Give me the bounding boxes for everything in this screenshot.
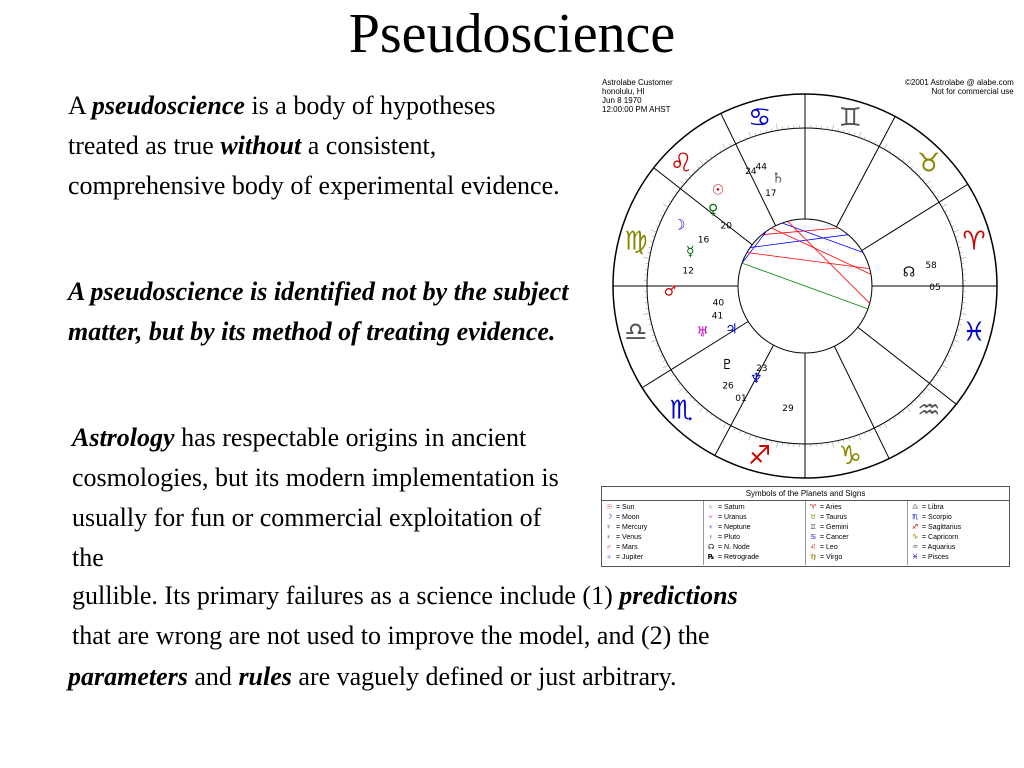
legend-symbol-icon: ☉ (606, 504, 613, 511)
degree-tick (879, 426, 880, 429)
degree-tick (893, 153, 895, 155)
legend-item (708, 533, 805, 543)
degree-tick (672, 196, 674, 198)
legend-symbol-icon: ♑ (912, 534, 919, 541)
legend-item (708, 513, 805, 523)
degree-tick (720, 420, 722, 423)
degree-tick (734, 428, 735, 431)
degree-tick (955, 335, 958, 336)
degree-tick (650, 242, 653, 243)
degree-tick (663, 365, 668, 368)
zodiac-sign-icon: ♊ (838, 102, 862, 133)
degree-tick (854, 133, 855, 136)
degree-tick (936, 196, 938, 198)
degree-tick (679, 181, 684, 185)
degree-tick (656, 226, 659, 227)
degree-tick (649, 247, 652, 248)
p1-text-3: a consistent, comprehensive body of experimental evidence. (68, 131, 560, 200)
legend-label: = Aquarius (922, 544, 956, 551)
degree-tick (663, 210, 666, 211)
degree-tick (953, 340, 959, 342)
legend-label: = Moon (616, 514, 640, 521)
planet-icon: ♆ (749, 370, 763, 387)
degree-label: 05 (929, 283, 941, 293)
degree-label: 26 (722, 381, 734, 392)
legend-item (912, 523, 1009, 533)
degree-tick (755, 133, 756, 136)
degree-tick (942, 204, 947, 207)
degree-tick (650, 330, 653, 331)
chart-header-line: ©2001 Astrolabe @ alabe.com (905, 78, 1014, 87)
legend-label: = Uranus (718, 514, 747, 521)
degree-tick (832, 442, 833, 448)
degree-tick (772, 441, 773, 444)
aspect-line (742, 231, 767, 263)
legend-item (606, 553, 703, 563)
degree-tick (668, 201, 671, 203)
degree-tick (700, 407, 704, 412)
legend-item (810, 523, 907, 533)
p3-text-4: and (187, 662, 239, 691)
aspect-line (788, 221, 870, 303)
zodiac-sign-icon: ♒ (917, 395, 941, 426)
degree-tick (907, 407, 911, 412)
legend-label: = Mars (616, 544, 638, 551)
degree-tick (869, 139, 870, 142)
planet-icon: ☊ (902, 264, 916, 281)
degree-tick (859, 434, 861, 440)
degree-tick (961, 313, 967, 314)
degree-tick (926, 181, 931, 185)
legend-item (606, 513, 703, 523)
degree-tick (652, 236, 655, 237)
legend-symbol-icon: ♒ (912, 544, 919, 551)
chart-header-line: 12:00:00 PM AHST (602, 105, 671, 114)
p1-text-1: A (68, 91, 92, 120)
degree-tick (715, 417, 717, 419)
degree-label: 01 (735, 393, 747, 404)
degree-tick (902, 159, 904, 161)
degree-tick (955, 236, 958, 237)
degree-tick (933, 191, 935, 193)
aspect-line (750, 235, 848, 248)
degree-tick (710, 156, 712, 158)
legend-symbol-icon: ♌ (810, 544, 817, 551)
degree-tick (679, 388, 684, 392)
degree-tick (902, 411, 904, 413)
house-cusp-line (862, 184, 968, 250)
legend-symbol-icon: ℞ (708, 554, 715, 561)
p3-text-5: are vaguely defined or just arbitrary. (291, 662, 677, 691)
legend-label: = Venus (616, 534, 642, 541)
chart-header-line: Jun 8 1970 (602, 96, 642, 105)
legend-symbol-icon: ☽ (606, 514, 613, 521)
degree-tick (889, 149, 891, 152)
legend-symbol-icon: ♃ (606, 554, 612, 561)
zodiac-sign-icon: ♉ (917, 148, 941, 179)
degree-tick (685, 178, 687, 180)
predictions-term: predictions (619, 581, 738, 610)
degree-tick (749, 434, 751, 440)
legend-column (602, 501, 704, 565)
p3-text-2: gullible. Its primary failures as a science include (1) (72, 581, 620, 610)
degree-tick (898, 414, 900, 416)
legend-label: = Leo (820, 544, 838, 551)
degree-tick (675, 379, 677, 381)
degree-tick (740, 139, 741, 142)
degree-tick (745, 137, 746, 140)
legend-symbol-icon: ♊ (810, 524, 817, 531)
degree-tick (772, 129, 773, 132)
degree-tick (643, 258, 649, 259)
degree-tick (658, 350, 661, 351)
degree-tick (947, 355, 950, 356)
aspect-line (742, 263, 868, 309)
definition-paragraph (68, 86, 568, 206)
degree-tick (675, 191, 677, 193)
legend-symbol-icon: ♋ (810, 534, 817, 541)
degree-tick (889, 420, 891, 423)
zodiac-sign-icon: ♏ (669, 395, 693, 426)
legend-label: = Neptune (718, 524, 751, 531)
degree-tick (745, 432, 746, 435)
degree-tick (706, 159, 708, 161)
legend-label: = Sagittarius (922, 524, 962, 531)
zodiac-sign-icon: ♎ (624, 317, 648, 348)
pseudoscience-term: pseudoscience (91, 91, 245, 120)
zodiac-sign-icon: ♋ (748, 102, 772, 133)
degree-tick (911, 166, 913, 168)
legend-symbol-icon: ♅ (708, 514, 714, 521)
degree-tick (953, 230, 959, 232)
zodiac-sign-icon: ♈ (962, 226, 986, 257)
degree-tick (961, 258, 967, 259)
degree-tick (869, 430, 870, 433)
planet-icon: ☽ (672, 217, 686, 234)
legend-symbol-icon: ♆ (708, 524, 714, 531)
legend-column (806, 501, 908, 565)
legend-label: = Gemini (820, 524, 849, 531)
zodiac-sign-icon: ♌ (669, 148, 693, 179)
degree-label: 17 (765, 189, 777, 200)
zodiac-sign-icon: ♑ (838, 441, 862, 472)
degree-tick (693, 170, 695, 172)
degree-tick (649, 324, 652, 325)
degree-tick (672, 374, 674, 376)
legend-item (810, 513, 907, 523)
degree-tick (660, 215, 663, 216)
degree-tick (660, 355, 663, 356)
zodiac-sign-icon: ♍ (624, 226, 648, 257)
degree-tick (720, 149, 722, 152)
degree-tick (864, 137, 865, 140)
legend-item (810, 543, 907, 553)
degree-tick (777, 442, 778, 448)
degree-tick (945, 360, 948, 361)
degree-tick (951, 345, 954, 346)
degree-label: 24 (745, 166, 757, 177)
degree-tick (957, 330, 960, 331)
legend-item (708, 553, 805, 563)
degree-tick (643, 313, 649, 314)
method-paragraph: A pseudoscience is identified not by the subject matter, but by its method of treating evidence. (68, 277, 569, 346)
degree-tick (685, 392, 687, 394)
planet-icon: ☿ (685, 243, 695, 260)
degree-tick (854, 436, 855, 439)
degree-label: 20 (720, 221, 732, 232)
legend-item (912, 503, 1009, 513)
degree-tick (740, 430, 741, 433)
degree-tick (884, 144, 887, 149)
aspect-line (772, 228, 871, 274)
parameters-term: parameters (68, 662, 188, 691)
degree-tick (951, 226, 954, 227)
planet-icon: ♀ (707, 201, 719, 218)
legend-label: = Virgo (820, 554, 843, 561)
degree-tick (755, 436, 756, 439)
legend-item (912, 533, 1009, 543)
legend-item (708, 543, 805, 553)
legend-symbol-icon: ♎ (912, 504, 919, 511)
degree-tick (945, 210, 948, 211)
degree-tick (710, 414, 712, 416)
degree-tick (663, 360, 666, 361)
degree-tick (922, 392, 924, 394)
degree-tick (652, 335, 655, 336)
degree-tick (700, 160, 704, 165)
rules-term: rules (238, 662, 292, 691)
degree-tick (930, 187, 932, 189)
legend-symbol-icon: ♓ (912, 554, 919, 561)
legend-item (912, 543, 1009, 553)
legend-label: = Taurus (820, 514, 847, 521)
planet-sign-legend (601, 486, 1010, 567)
legend-label: = Sun (616, 504, 635, 511)
aspect-line (747, 253, 870, 269)
astrology-paragraph-end (68, 657, 968, 697)
legend-label: = Scorpio (922, 514, 952, 521)
degree-tick (949, 350, 952, 351)
degree-tick (706, 411, 708, 413)
degree-tick (648, 253, 651, 254)
degree-tick (663, 204, 668, 207)
page-title: Pseudoscience (348, 3, 676, 65)
degree-tick (832, 124, 833, 130)
legend-symbol-icon: ♈ (810, 504, 817, 511)
degree-tick (651, 230, 657, 232)
planet-icon: ☉ (711, 182, 725, 199)
without-term: without (220, 131, 302, 160)
degree-tick (864, 432, 865, 435)
degree-tick (651, 340, 657, 342)
degree-tick (723, 144, 726, 149)
legend-label: = Retrograde (718, 554, 760, 561)
p3-text-3: that are wrong are not used to improve the model, and (2) the (72, 621, 710, 650)
degree-tick (697, 403, 699, 405)
legend-label: = Jupiter (616, 554, 644, 561)
legend-label: = Pluto (718, 534, 740, 541)
legend-symbol-icon: ♀ (606, 534, 612, 541)
zodiac-sign-icon: ♐ (748, 441, 772, 472)
legend-item (708, 523, 805, 533)
degree-tick (723, 423, 726, 428)
legend-column (908, 501, 1009, 565)
degree-tick (958, 247, 961, 248)
degree-tick (884, 423, 887, 428)
degree-label: 16 (697, 235, 710, 246)
degree-tick (947, 215, 950, 216)
degree-tick (958, 324, 961, 325)
planet-icon: ♃ (725, 321, 738, 338)
degree-tick (697, 166, 699, 168)
p1-text-2: is a body of hypotheses treated as true (68, 91, 496, 160)
legend-label: = Cancer (820, 534, 849, 541)
degree-label: 29 (782, 403, 794, 414)
degree-tick (936, 374, 938, 376)
degree-tick (911, 403, 913, 405)
legend-symbol-icon: ♍ (810, 554, 817, 561)
planet-icon: ♂ (663, 283, 677, 300)
legend-item (810, 553, 907, 563)
legend-label: = Saturn (718, 504, 745, 511)
degree-tick (658, 221, 661, 222)
legend-label: = Aries (820, 504, 842, 511)
legend-item (810, 503, 907, 513)
degree-tick (893, 417, 895, 419)
legend-symbol-icon: ☿ (606, 524, 612, 531)
degree-tick (926, 388, 931, 392)
legend-symbol-icon: ♐ (912, 524, 919, 531)
legend-label: = N. Node (718, 544, 750, 551)
legend-symbol-icon: ♂ (606, 544, 612, 551)
degree-tick (729, 144, 730, 147)
degree-tick (874, 141, 875, 144)
legend-item (606, 503, 703, 513)
legend-symbol-icon: ♉ (810, 514, 817, 521)
legend-item (708, 503, 805, 513)
degree-tick (957, 242, 960, 243)
legend-item (912, 513, 1009, 523)
legend-title: Symbols of the Planets and Signs (602, 487, 1009, 501)
legend-symbol-icon: ♇ (708, 534, 714, 541)
astrology-paragraph-cont (72, 576, 972, 656)
astrology-paragraph (72, 418, 567, 578)
degree-tick (922, 178, 924, 180)
degree-label: 12 (682, 266, 694, 277)
legend-label: = Libra (922, 504, 944, 511)
chart-header-line: Astrolabe Customer (602, 78, 673, 87)
planet-icon: ♄ (771, 170, 785, 187)
legend-item (606, 543, 703, 553)
degree-tick (907, 160, 911, 165)
degree-tick (949, 221, 952, 222)
degree-label: 23 (756, 364, 768, 375)
degree-label: 44 (755, 162, 767, 173)
legend-columns (602, 501, 1009, 565)
legend-label: = Capricorn (922, 534, 959, 541)
legend-column (704, 501, 806, 565)
degree-tick (693, 400, 695, 402)
degree-tick (678, 383, 680, 385)
chart-header-line: honolulu, HI (602, 87, 645, 96)
degree-tick (898, 156, 900, 158)
legend-item (606, 533, 703, 543)
legend-item (606, 523, 703, 533)
legend-symbol-icon: ♏ (912, 514, 919, 521)
legend-symbol-icon: ☊ (708, 544, 715, 551)
planet-icon: ♇ (720, 356, 734, 373)
degree-tick (648, 319, 651, 320)
legend-label: = Mercury (616, 524, 648, 531)
chart-header-line: Not for commercial use (931, 87, 1014, 96)
degree-tick (715, 153, 717, 155)
degree-tick (942, 365, 947, 368)
degree-tick (939, 370, 942, 372)
degree-tick (777, 124, 778, 130)
legend-item (810, 533, 907, 543)
legend-label: = Pisces (922, 554, 949, 561)
degree-label: 40 (712, 298, 725, 309)
degree-tick (933, 379, 935, 381)
legend-symbol-icon: ♄ (708, 504, 714, 511)
astrology-term: Astrology (72, 423, 175, 452)
degree-tick (656, 345, 659, 346)
zodiac-sign-icon: ♓ (962, 317, 986, 348)
p3-text-1: has respectable origins in ancient cosmologies, but its modern implementation is usually for fun or commercial exploitation of the (72, 423, 559, 572)
legend-item (912, 553, 1009, 563)
degree-label: 58 (925, 260, 937, 271)
degree-label: 41 (711, 311, 724, 322)
planet-icon: ♅ (696, 324, 709, 341)
natal-chart-wheel (600, 74, 1010, 482)
